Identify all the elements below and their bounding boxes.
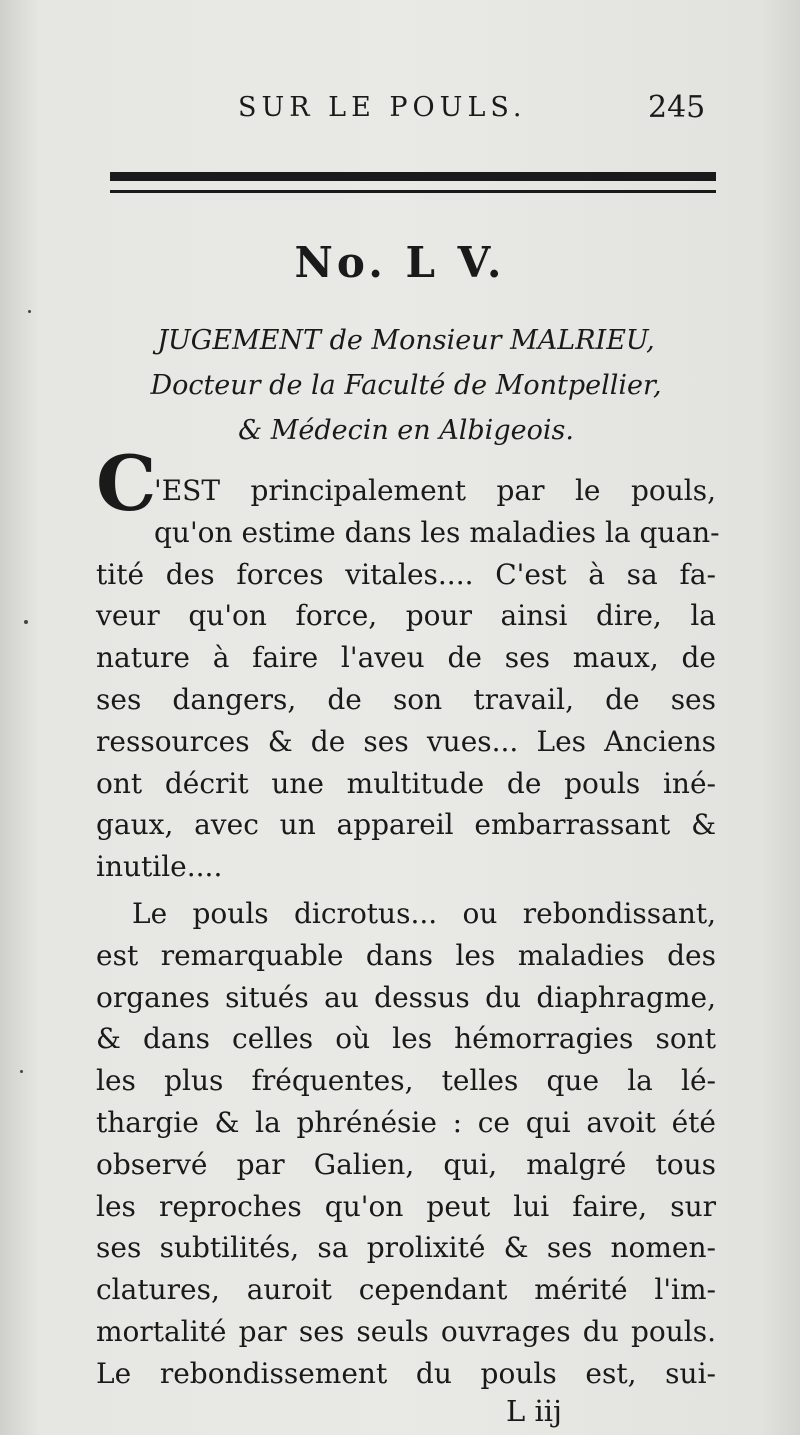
text-line: Le pouls dicrotus... ou rebondissant, (132, 897, 716, 930)
text-line: les reproches qu'on peut lui faire, sur (96, 1189, 716, 1223)
text-line: gaux, avec un appareil embarrassant & (96, 808, 716, 842)
text-line: tité des forces vitales.... C'est à sa fa- (96, 557, 716, 591)
text-line: ses subtilités, sa prolixité & ses nomen- (96, 1231, 716, 1265)
paper-speck (20, 1070, 23, 1073)
paper-speck (28, 310, 31, 313)
text-line: Le rebondissement du pouls est, sui- (96, 1356, 716, 1390)
text-line: organes situés au dessus du diaphragme, (96, 980, 716, 1014)
paper-speck (24, 620, 28, 624)
text-line: ont décrit une multitude de pouls iné- (96, 766, 716, 800)
text-line: qu'on estime dans les maladies la quan- (154, 515, 720, 549)
text-line: est remarquable dans les maladies des (96, 938, 716, 972)
text-line: 'EST principalement par le pouls, (154, 474, 716, 507)
text-line: mortalité par ses seuls ouvrages du pouls. (96, 1314, 716, 1348)
text-line: & dans celles où les hémorragies sont (96, 1022, 716, 1056)
text-line: inutile.... (96, 850, 223, 884)
header-rule-thick (110, 172, 716, 181)
text-line: les plus fréquentes, telles que la lé- (96, 1064, 716, 1098)
header-rule-thin (110, 190, 716, 193)
article-heading (96, 318, 716, 453)
paragraph-1 (96, 470, 720, 888)
text-line: thargie & la phrénésie : ce qui avoit été (96, 1105, 716, 1139)
text-line: ressources & de ses vues... Les Anciens (96, 724, 716, 758)
heading-line: & Médecin en Albigeois. (238, 415, 574, 446)
signature-mark: L iij (506, 1394, 563, 1428)
article-number: No. L V. (294, 238, 506, 287)
text-line: veur qu'on force, pour ainsi dire, la (96, 599, 716, 633)
running-title: SUR LE POULS. (238, 92, 527, 123)
drop-cap: C (96, 439, 157, 528)
text-line: clatures, auroit cependant mérité l'im- (96, 1273, 716, 1307)
running-head (0, 88, 800, 138)
page-number: 245 (648, 90, 706, 125)
heading-line: Docteur de la Faculté de Montpellier, (150, 370, 662, 401)
text-line: nature à faire l'aveu de ses maux, de (96, 641, 716, 675)
paragraph-2 (96, 893, 716, 1395)
text-line: observé par Galien, qui, malgré tous (96, 1147, 716, 1181)
heading-line: JUGEMENT de Monsieur MALRIEU, (157, 325, 655, 356)
text-line: ses dangers, de son travail, de ses (96, 682, 716, 716)
